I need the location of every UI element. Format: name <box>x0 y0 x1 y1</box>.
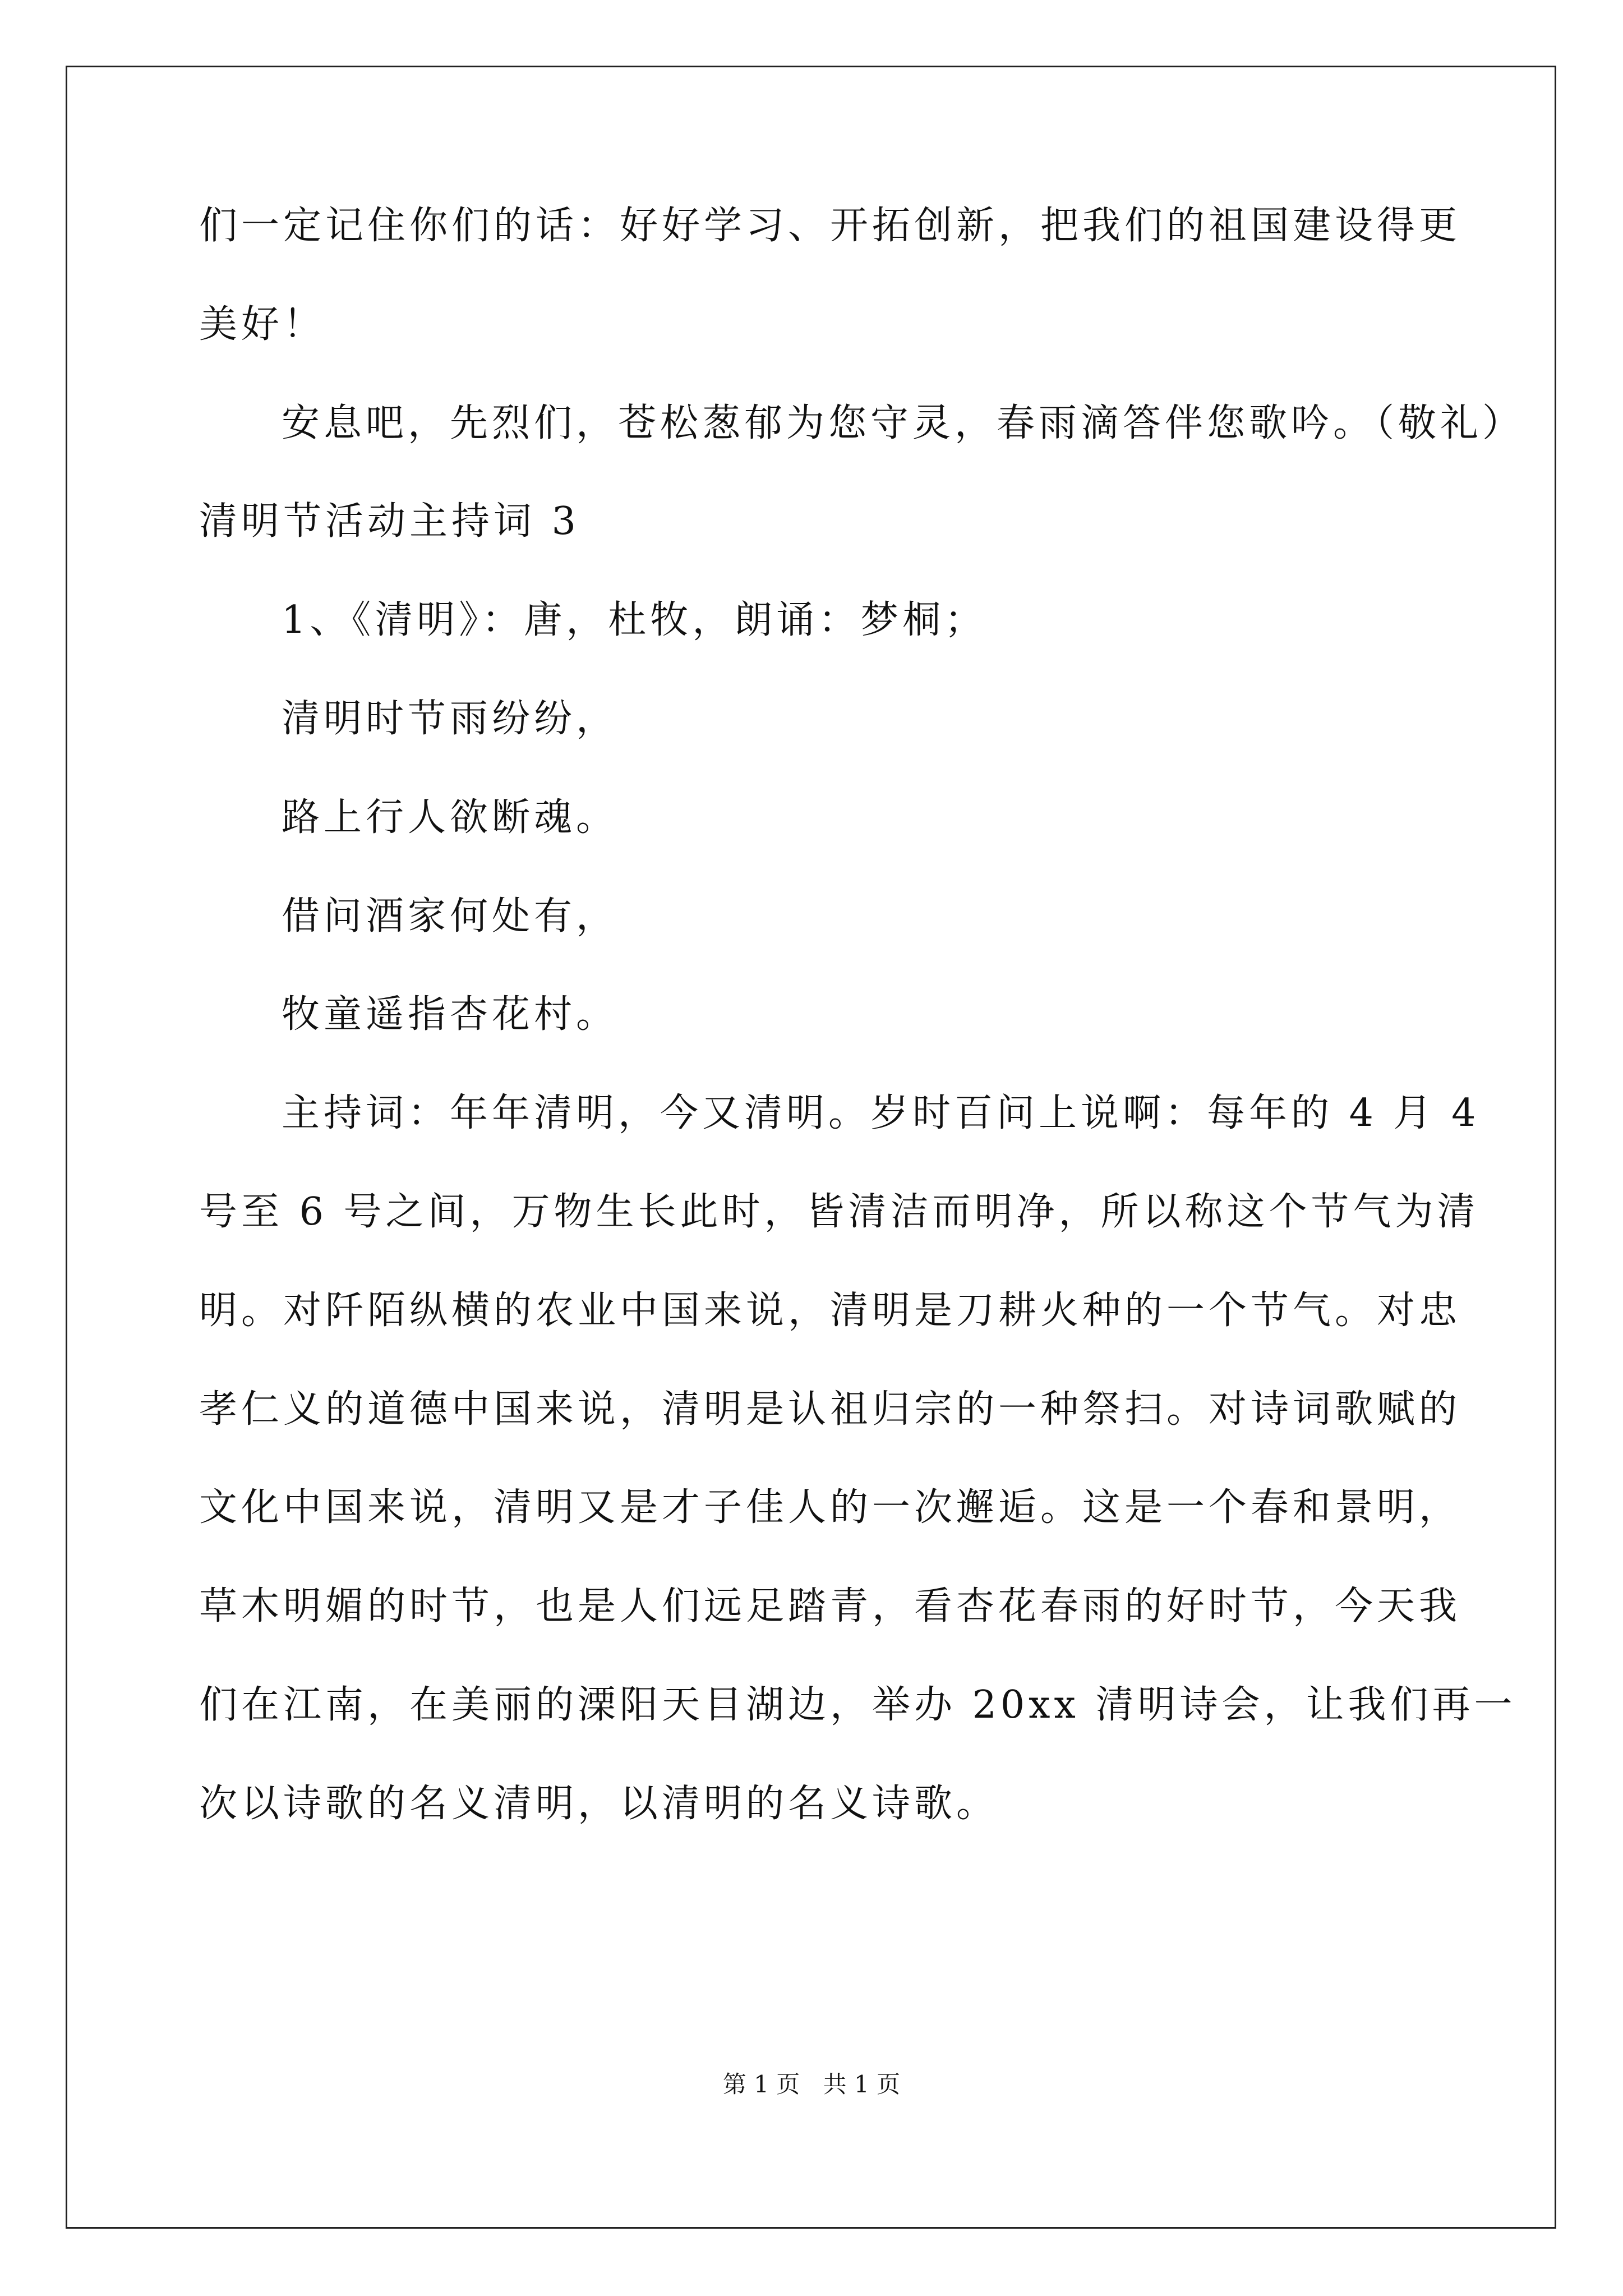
text-line: 主持词：年年清明，今又清明。岁时百问上说啊：每年的 4 月 4 <box>282 1091 1480 1135</box>
poem-line: 路上行人欲断魂。 <box>282 795 619 840</box>
text-line: 孝仁义的道德中国来说，清明是认祖归宗的一种祭扫。对诗词歌赋的 <box>199 1387 1461 1432</box>
section-heading: 清明节活动主持词 3 <box>199 499 580 544</box>
text-line: 草木明媚的时节，也是人们远足踏青，看杏花春雨的好时节，今天我 <box>199 1584 1461 1628</box>
poem-line: 借问酒家何处有， <box>282 894 619 938</box>
page-border <box>66 66 1556 2229</box>
poem-line: 牧童遥指杏花村。 <box>282 992 619 1037</box>
text-line: 1、《清明》：唐，杜牧，朗诵：梦桐； <box>282 598 987 642</box>
text-line: 安息吧，先烈们，苍松葱郁为您守灵，春雨滴答伴您歌吟。（敬礼） <box>282 401 1525 445</box>
page-number: 第 1 页 <box>722 2070 800 2098</box>
text-line: 们在江南，在美丽的溧阳天目湖边，举办 20xx 清明诗会，让我们再一 <box>199 1683 1516 1727</box>
poem-line: 清明时节雨纷纷， <box>282 697 619 741</box>
text-line: 号至 6 号之间，万物生长此时，皆清洁而明净，所以称这个节气为清 <box>199 1190 1479 1234</box>
text-line: 们一定记住你们的话：好好学习、开拓创新，把我们的祖国建设得更 <box>199 204 1461 248</box>
text-line: 次以诗歌的名义清明，以清明的名义诗歌。 <box>199 1782 999 1826</box>
text-line: 明。对阡陌纵横的农业中国来说，清明是刀耕火种的一个节气。对忠 <box>199 1289 1461 1333</box>
text-line: 文化中国来说，清明又是才子佳人的一次邂逅。这是一个春和景明， <box>199 1485 1461 1530</box>
page-total: 共 1 页 <box>823 2070 901 2098</box>
text-line: 美好！ <box>199 302 326 347</box>
page-footer <box>0 2069 1623 2100</box>
